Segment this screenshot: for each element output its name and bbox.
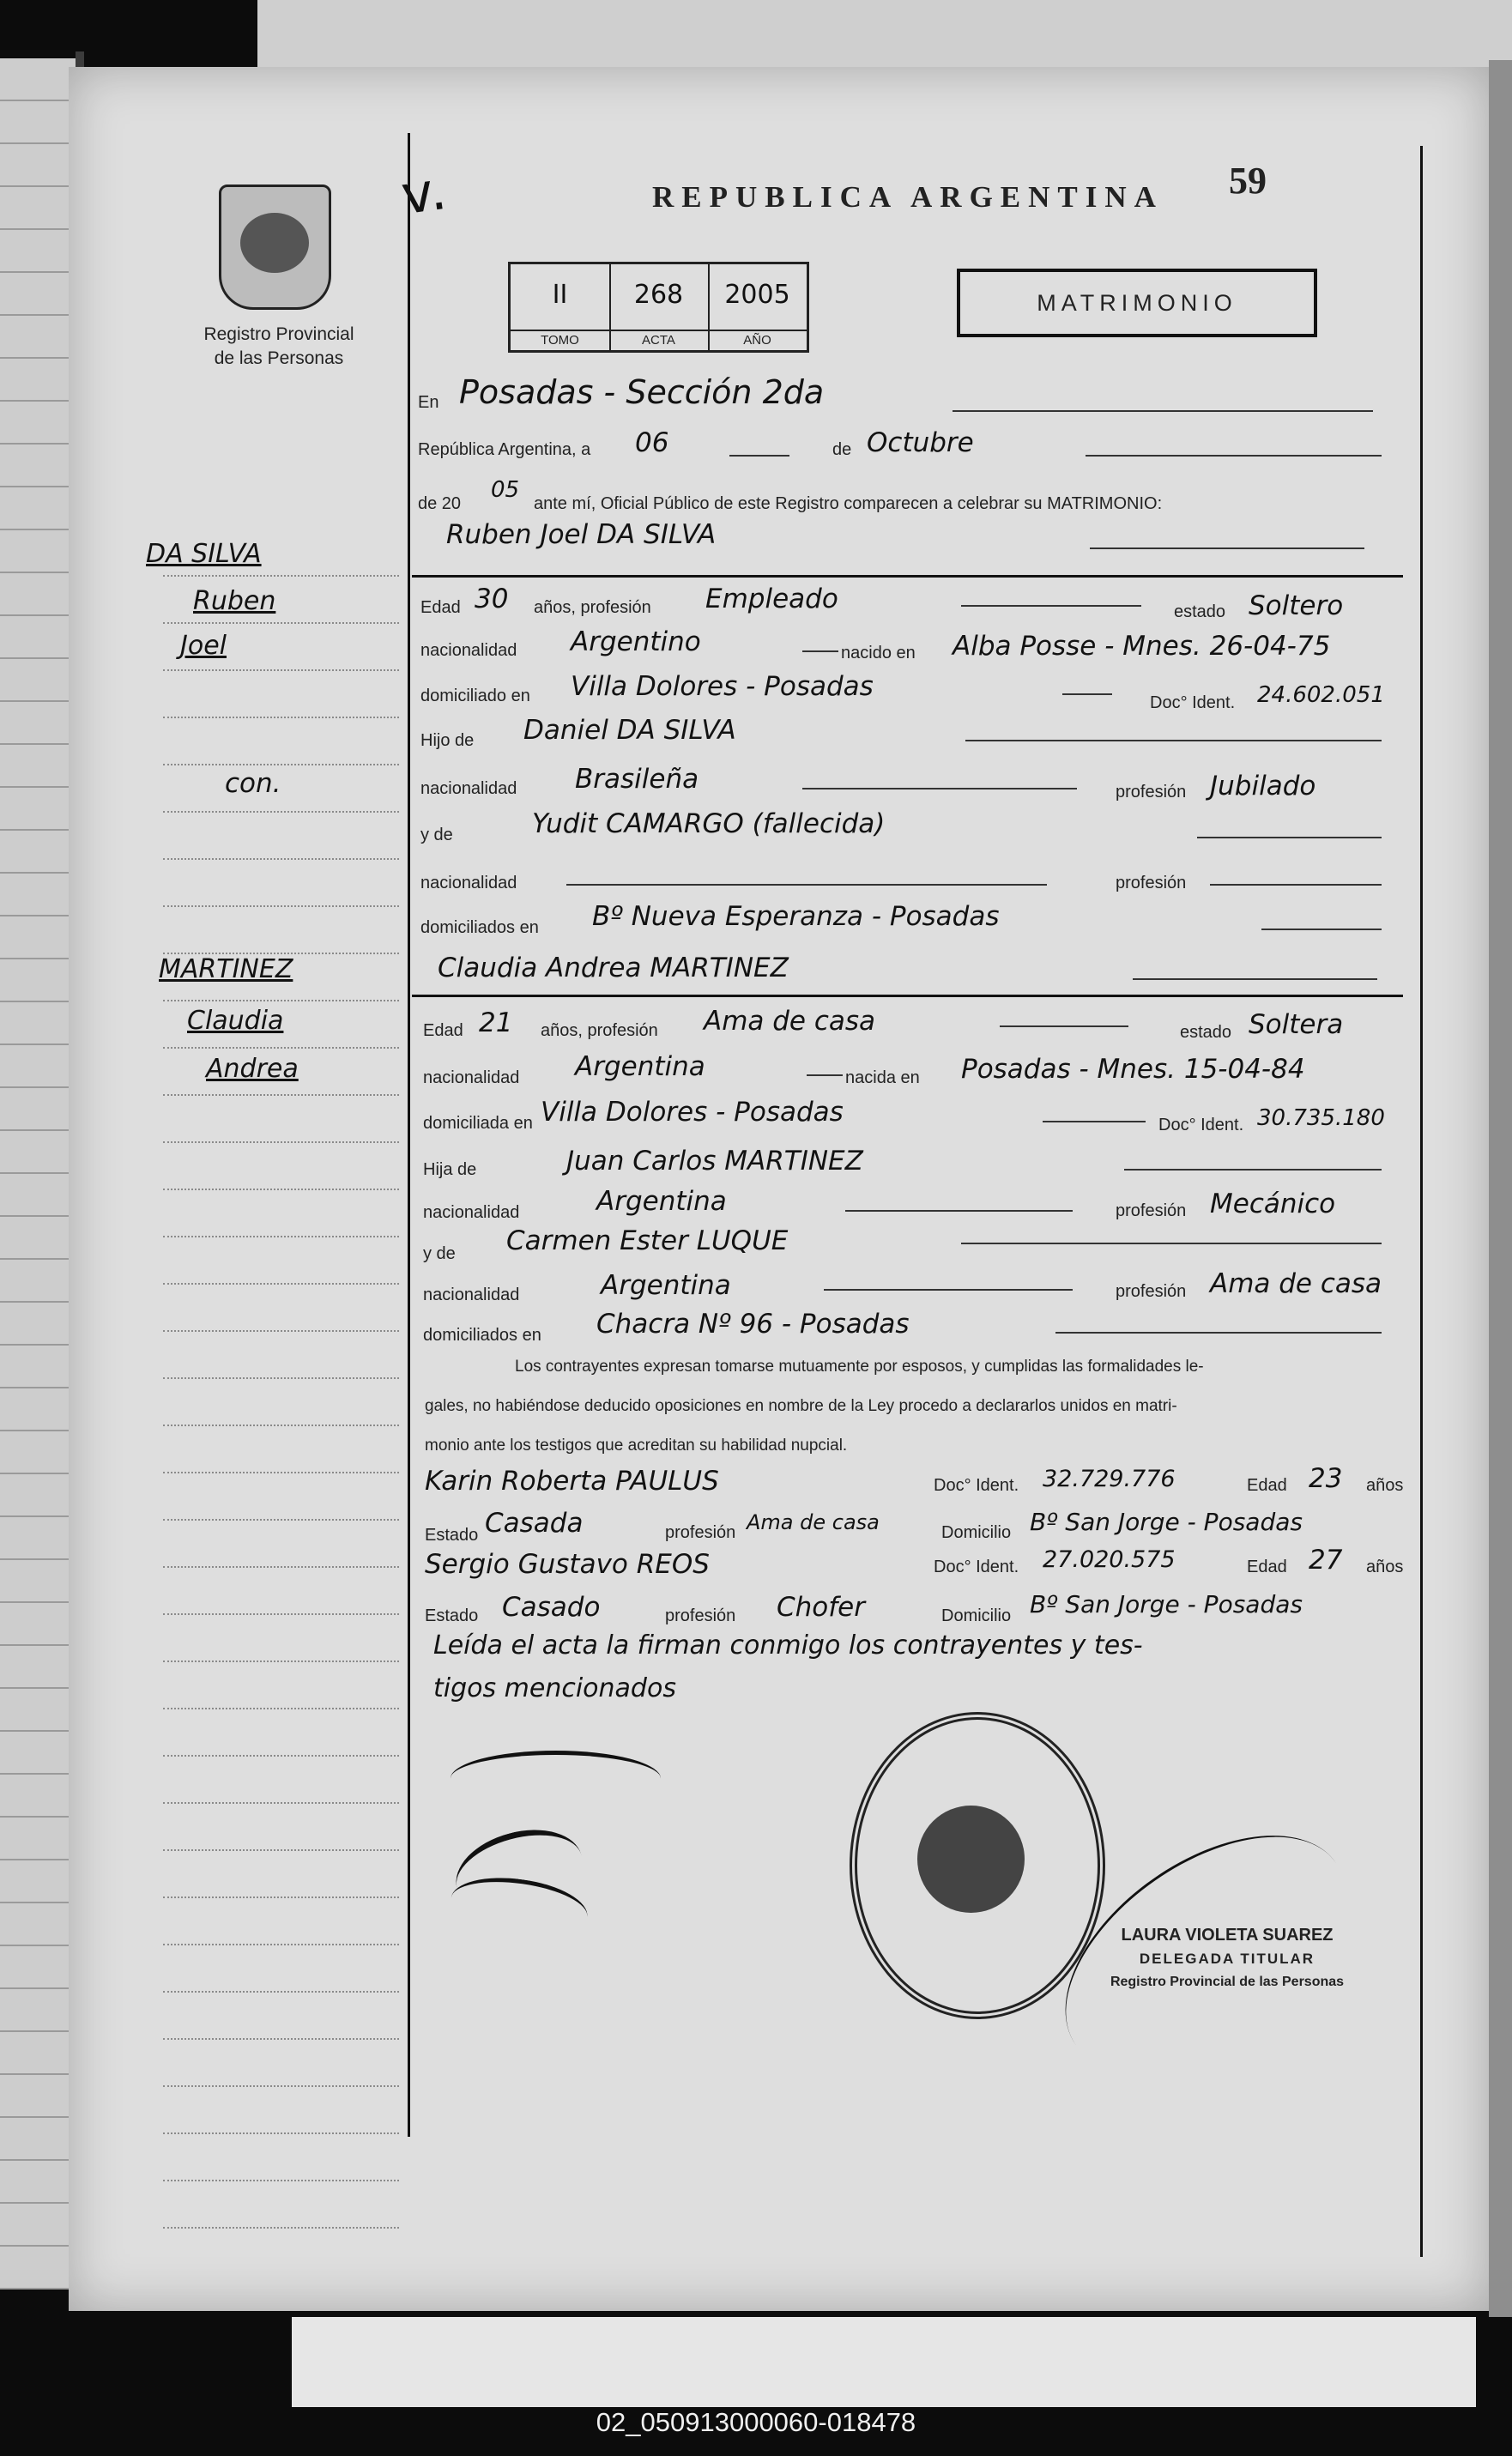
bride-father-prof: Mecánico [1210, 1189, 1336, 1219]
fill-line [566, 884, 1047, 886]
groom-doc: 24.602.051 [1257, 682, 1385, 708]
page-number: 59 [1229, 160, 1267, 202]
witness2-age: 27 [1309, 1545, 1343, 1576]
label-nacido-en: nacido en [841, 644, 916, 662]
bride-mother-nat: Argentina [601, 1270, 731, 1301]
margin-line [163, 858, 399, 860]
label-domicilio: Domicilio [941, 1523, 1012, 1542]
official-title: DELEGADA TITULAR [1139, 1951, 1315, 1967]
acta-cell [609, 264, 710, 350]
month: Octubre [867, 427, 974, 458]
left-book-page [0, 58, 76, 2290]
label-nacionalidad: nacionalidad [423, 1203, 520, 1222]
fill-line [961, 605, 1141, 607]
image-id: 02_050913000060-018478 [596, 2407, 916, 2437]
fill-line [1000, 1025, 1128, 1027]
registry-name: Registro Provincial de las Personas [203, 324, 354, 368]
bride-status: Soltera [1249, 1009, 1344, 1040]
fill-line [1062, 693, 1112, 695]
margin-line [163, 1000, 399, 1001]
groom-nationality: Argentino [571, 626, 701, 657]
groom-age: 30 [475, 584, 509, 614]
registry-emblem-icon [219, 185, 331, 310]
label-ante: ante mí, Oficial Público de este Registro comparecen a celebrar su MATRIMONIO: [534, 494, 1163, 513]
bride-nationality: Argentina [575, 1051, 705, 1082]
groom-mother: Yudit CAMARGO (fallecida) [532, 808, 886, 839]
witness2-profession: Chofer [777, 1592, 865, 1623]
margin-line [163, 1236, 399, 1237]
margin-line [163, 2038, 399, 2040]
bride-mother-prof: Ama de casa [1210, 1268, 1382, 1299]
margin-rule [408, 133, 410, 2137]
label-edad: Edad [1247, 1558, 1287, 1576]
witness2-name: Sergio Gustavo REOS [425, 1549, 710, 1580]
label-domiciliado-en: domiciliado en [420, 687, 530, 705]
tomo-cell [511, 264, 611, 350]
label-doc-ident: Doc° Ident. [934, 1558, 1019, 1576]
label-profesion: profesión [665, 1523, 736, 1542]
top-book-edge [257, 0, 1512, 69]
margin-line [163, 1472, 399, 1473]
margin-line [163, 1189, 399, 1190]
right-rule [1420, 146, 1423, 2257]
margin-line [163, 2085, 399, 2087]
label-anos-prof: años, profesión [541, 1021, 658, 1040]
page-stack-edge [1489, 60, 1512, 2317]
label-estado: Estado [425, 1606, 479, 1625]
label-domiciliados-en: domiciliados en [420, 918, 539, 937]
statement-line-1: Los contrayentes expresan tomarse mutuamente por esposos, y cumplidas las formalidades le- [515, 1358, 1204, 1376]
fill-line [1197, 837, 1382, 838]
label-estado: estado [1180, 1023, 1232, 1042]
margin-line [163, 1566, 399, 1568]
bride-birth: Posadas - Mnes. 15-04-84 [961, 1054, 1305, 1085]
label-domiciliada-en: domiciliada en [423, 1114, 533, 1133]
margin-line [163, 622, 399, 624]
margin-line [163, 1141, 399, 1143]
groom-full-name: Ruben Joel DA SILVA [446, 519, 717, 550]
anio-cell [708, 264, 807, 350]
label-profesion: profesión [665, 1606, 736, 1625]
witness1-status: Casada [485, 1508, 584, 1539]
witness2-address: Bº San Jorge - Posadas [1030, 1590, 1303, 1618]
record-box [508, 262, 809, 353]
page-bottom-edge [292, 2317, 1476, 2407]
day: 06 [635, 427, 669, 458]
label-nacida-en: nacida en [845, 1068, 920, 1087]
margin-bride-given1: Claudia [187, 1006, 284, 1036]
handwritten-mark: v. [397, 158, 451, 227]
anio-caption: AÑO [708, 330, 807, 350]
groom-profession: Empleado [705, 584, 838, 614]
fill-line [1133, 978, 1377, 980]
signature-groom [451, 1751, 661, 1806]
margin-bride-surname: MARTINEZ [159, 954, 293, 984]
official-seal-icon [850, 1712, 1105, 2019]
groom-father-nat: Brasileña [575, 764, 699, 795]
margin-line [163, 1755, 399, 1757]
official-stamp [1090, 1924, 1364, 1993]
fill-line [807, 1074, 843, 1076]
statement-line-2: gales, no habiéndose deducido oposiciones en nombre de la Ley procedo a declararlos unidos en matri- [425, 1397, 1177, 1415]
act-type-box: MATRIMONIO [957, 269, 1317, 337]
bride-parents-address: Chacra Nº 96 - Posadas [596, 1309, 910, 1340]
witness1-address: Bº San Jorge - Posadas [1030, 1508, 1303, 1536]
bride-mother: Carmen Ester LUQUE [506, 1225, 789, 1256]
label-nacionalidad: nacionalidad [423, 1068, 520, 1087]
fill-line [961, 1243, 1382, 1244]
margin-line [163, 1377, 399, 1379]
label-profesion: profesión [1116, 783, 1187, 802]
label-doc-ident: Doc° Ident. [934, 1476, 1019, 1495]
margin-line [163, 1896, 399, 1898]
margin-groom-surname: DA SILVA [146, 539, 262, 569]
fill-line [1124, 1169, 1382, 1171]
bride-age: 21 [479, 1007, 513, 1038]
margin-line [163, 1849, 399, 1851]
margin-line [163, 2132, 399, 2134]
bride-father: Juan Carlos MARTINEZ [566, 1146, 863, 1177]
label-y-de: y de [420, 826, 453, 844]
fill-line [1210, 884, 1382, 886]
margin-line [163, 669, 399, 671]
margin-line [163, 1519, 399, 1521]
label-hija-de: Hija de [423, 1160, 477, 1179]
label-estado: Estado [425, 1526, 479, 1545]
margin-line [163, 1283, 399, 1285]
country-heading: REPUBLICA ARGENTINA [652, 180, 1164, 214]
place: Posadas - Sección 2da [459, 373, 825, 411]
margin-line [163, 2227, 399, 2229]
label-domiciliados-en: domiciliados en [423, 1326, 541, 1345]
margin-groom-given1: Ruben [193, 586, 276, 616]
label-domicilio: Domicilio [941, 1606, 1012, 1625]
label-anos: años [1366, 1476, 1404, 1495]
groom-address: Villa Dolores - Posadas [571, 671, 874, 702]
groom-father: Daniel DA SILVA [523, 715, 736, 746]
margin-con: con. [225, 768, 281, 799]
fill-line [824, 1289, 1073, 1291]
label-edad: Edad [420, 598, 461, 617]
witness1-name: Karin Roberta PAULUS [425, 1466, 719, 1497]
margin-line [163, 1708, 399, 1709]
margin-line [163, 1330, 399, 1332]
label-republica: República Argentina, a [418, 440, 591, 459]
label-de-20: de 20 [418, 494, 462, 513]
label-edad: Edad [423, 1021, 463, 1040]
label-anos-prof: años, profesión [534, 598, 651, 617]
witness1-doc: 32.729.776 [1043, 1466, 1176, 1492]
margin-line [163, 1094, 399, 1096]
fill-line [1086, 455, 1382, 457]
groom-parents-address: Bº Nueva Esperanza - Posadas [592, 901, 1000, 932]
fill-line [802, 650, 838, 652]
margin-line [163, 1661, 399, 1662]
margin-line [163, 764, 399, 765]
year: 05 [491, 477, 520, 503]
acta-value: 268 [633, 280, 684, 310]
label-de: de [832, 440, 852, 459]
margin-line [163, 1991, 399, 1993]
fill-line [965, 740, 1382, 741]
tomo-caption: TOMO [511, 330, 609, 350]
label-edad: Edad [1247, 1476, 1287, 1495]
margin-line [163, 1802, 399, 1804]
fill-line [1055, 1332, 1382, 1334]
label-doc-ident: Doc° Ident. [1150, 693, 1236, 712]
bride-section-rule [412, 995, 1403, 997]
label-nacionalidad: nacionalidad [423, 1285, 520, 1304]
closing-line-1: Leída el acta la firman conmigo los contrayentes y tes- [433, 1630, 1143, 1661]
tomo-value: II [552, 280, 568, 310]
bride-full-name: Claudia Andrea MARTINEZ [438, 953, 789, 983]
groom-status: Soltero [1249, 590, 1344, 621]
label-profesion: profesión [1116, 1282, 1187, 1301]
margin-line [163, 717, 399, 718]
label-estado: estado [1174, 602, 1226, 621]
label-nacionalidad: nacionalidad [420, 874, 517, 892]
bride-profession: Ama de casa [704, 1006, 876, 1037]
fill-line [953, 410, 1373, 412]
witness1-profession: Ama de casa [747, 1510, 880, 1534]
groom-father-prof: Jubilado [1210, 771, 1316, 802]
label-profesion: profesión [1116, 874, 1187, 892]
label-nacionalidad: nacionalidad [420, 779, 517, 798]
bride-address: Villa Dolores - Posadas [541, 1097, 844, 1128]
margin-line [163, 905, 399, 907]
fill-line [1090, 547, 1364, 549]
official-name: LAURA VIOLETA SUAREZ [1121, 1926, 1334, 1945]
label-en: En [418, 393, 439, 412]
witness1-age: 23 [1309, 1463, 1343, 1494]
closing-line-2: tigos mencionados [433, 1673, 676, 1703]
label-y-de: y de [423, 1244, 456, 1263]
margin-groom-given2: Joel [180, 631, 227, 661]
groom-section-rule [412, 575, 1403, 578]
fill-line [1261, 929, 1382, 930]
official-office: Registro Provincial de las Personas [1110, 1975, 1345, 1989]
label-hijo-de: Hijo de [420, 731, 475, 750]
anio-value: 2005 [724, 280, 790, 310]
margin-line [163, 2180, 399, 2181]
fill-line [845, 1210, 1073, 1212]
fill-line [802, 788, 1077, 789]
margin-line [163, 1047, 399, 1049]
witness2-status: Casado [502, 1592, 601, 1623]
margin-line [163, 575, 399, 577]
margin-line [163, 811, 399, 813]
margin-bride-given2: Andrea [206, 1054, 299, 1084]
label-nacionalidad: nacionalidad [420, 641, 517, 660]
label-doc-ident: Doc° Ident. [1158, 1116, 1244, 1134]
statement-line-3: monio ante los testigos que acreditan su habilidad nupcial. [425, 1437, 848, 1455]
groom-birth: Alba Posse - Mnes. 26-04-75 [953, 631, 1331, 662]
margin-line [163, 1425, 399, 1426]
margin-line [163, 1944, 399, 1945]
fill-line [1043, 1121, 1146, 1122]
bride-father-nat: Argentina [596, 1186, 727, 1217]
acta-caption: ACTA [609, 330, 708, 350]
fill-line [729, 455, 789, 457]
bride-doc: 30.735.180 [1257, 1105, 1385, 1131]
margin-line [163, 1613, 399, 1615]
label-profesion: profesión [1116, 1201, 1187, 1220]
label-anos: años [1366, 1558, 1404, 1576]
witness2-doc: 27.020.575 [1043, 1546, 1176, 1573]
